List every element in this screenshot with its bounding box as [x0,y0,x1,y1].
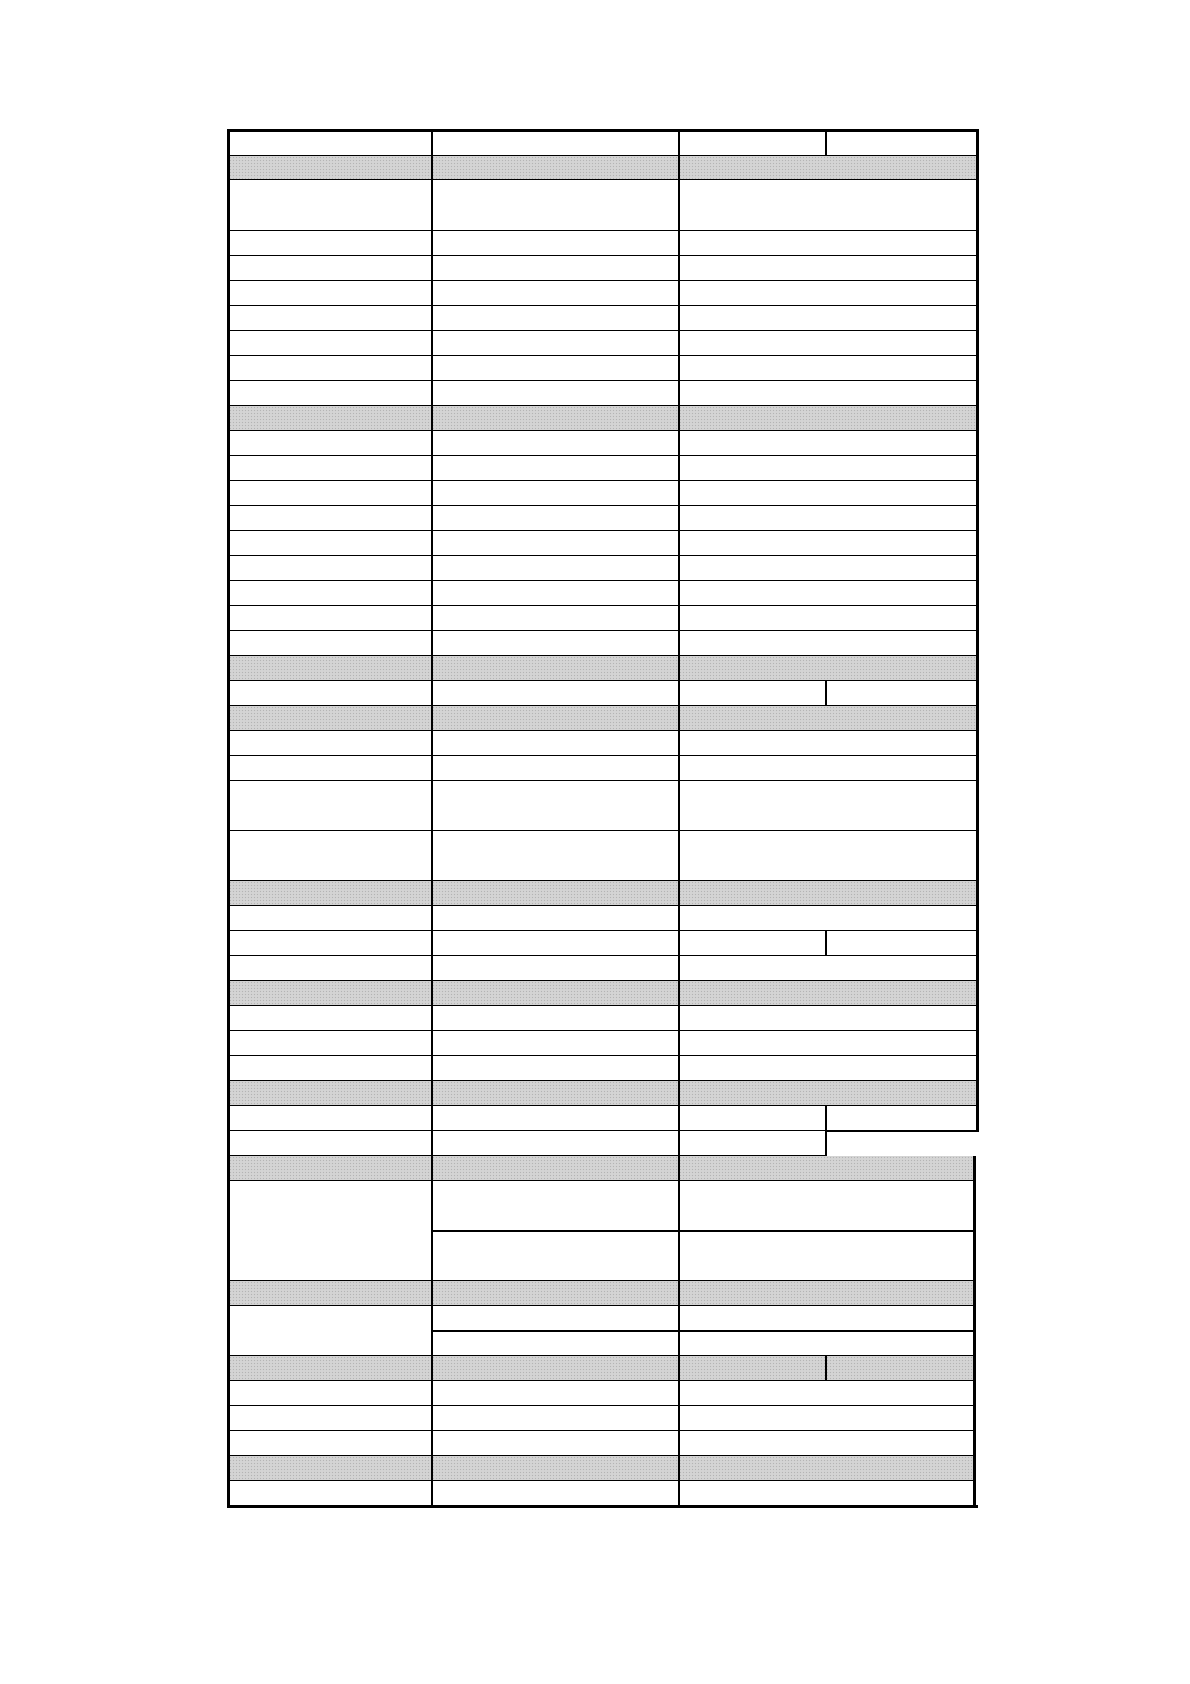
table-cell [432,1031,679,1056]
table-cell [679,881,976,906]
table-cell [229,1481,432,1506]
table-cell [432,731,679,756]
table-border-bottom [227,1505,978,1508]
table-cell [679,531,976,556]
table-cell [229,256,432,281]
column-divider [825,1356,827,1381]
table-cell [679,731,976,756]
table-cell [679,681,976,706]
table-cell [432,1356,679,1381]
table-cell [679,956,976,981]
table-cell [679,431,976,456]
table-cell [229,556,432,581]
table-cell [679,456,976,481]
table-cell [432,231,679,256]
table-cell [432,756,679,781]
table-cell [229,231,432,256]
column-divider [825,1106,827,1131]
table-cell [679,1131,826,1156]
table-cell [679,256,976,281]
table-cell [679,1056,976,1081]
table-cell [432,1131,679,1156]
column-divider [431,130,433,1506]
table-cell [679,1006,976,1031]
table-cell [679,1456,976,1481]
table-cell [679,356,976,381]
table-border-right-lower [973,1156,976,1508]
table-cell [229,1431,432,1456]
column-divider [825,681,827,706]
table-cell [432,481,679,506]
table-cell [229,1056,432,1081]
column-divider [825,130,827,156]
table-cell [432,1281,679,1306]
table-cell [229,1106,432,1131]
table-cell [432,331,679,356]
table-cell [432,456,679,481]
table-cell [229,1281,432,1306]
table-border-left [227,129,230,1508]
table-cell [432,831,679,881]
table-cell [432,306,679,331]
table-cell [229,1181,432,1281]
table-cell [432,631,679,656]
column-divider [678,130,680,1506]
table-cell [229,1381,432,1406]
table-cell [432,381,679,406]
table-cell [229,581,432,606]
table-cell [679,1406,976,1431]
table-cell [432,1081,679,1106]
table-cell [679,231,976,256]
table-cell [679,831,976,881]
table-cell [679,981,976,1006]
table-cell [229,656,432,681]
table-cell [432,1106,679,1131]
table-cell [432,431,679,456]
table-cell [229,331,432,356]
table-cell [229,456,432,481]
row-divider [432,1330,976,1332]
table-cell [679,581,976,606]
table-cell [679,406,976,431]
table-cell [679,706,976,731]
table-cell [229,631,432,656]
table-cell [229,1131,432,1156]
table-cell [229,531,432,556]
table-cell [679,381,976,406]
table-cell [679,656,976,681]
table-cell [432,356,679,381]
table-cell [229,1306,432,1356]
table-cell [229,731,432,756]
table-cell [229,1006,432,1031]
table-cell [432,931,679,956]
table-cell [229,431,432,456]
table-cell [432,681,679,706]
table-cell [229,1081,432,1106]
table-cell [229,931,432,956]
table-cell [229,130,432,156]
table-cell [229,481,432,506]
table-cell [432,281,679,306]
table-cell [432,1156,679,1181]
table-cell [432,156,679,180]
table-cell [229,1406,432,1431]
table-cell [679,1356,976,1381]
column-divider [825,931,827,956]
table-cell [432,406,679,431]
table-cell [432,1056,679,1081]
table-cell [679,1081,976,1106]
table-cell [432,781,679,831]
table-cell [679,281,976,306]
table-cell [229,606,432,631]
table-cell [679,1281,976,1306]
table-cell [229,881,432,906]
table-cell [432,881,679,906]
table-cell [229,406,432,431]
table-cell [679,631,976,656]
table-cell [229,281,432,306]
table-cell [432,556,679,581]
table-cell [432,256,679,281]
table-cell [679,506,976,531]
table-cell [679,306,976,331]
table-cell [679,156,976,180]
table-cell [679,556,976,581]
table-cell [679,1156,976,1181]
table-border-top [227,129,978,132]
table-cell [432,1406,679,1431]
table-cell [229,831,432,881]
table-cell [679,906,976,931]
table-cell [432,906,679,931]
table-cell [432,506,679,531]
column-divider [825,1131,827,1156]
table-cell [432,180,679,231]
table-cell [229,306,432,331]
table-cell [432,581,679,606]
table-cell [432,1006,679,1031]
table-cell [229,781,432,831]
table-cell [229,156,432,180]
table-cell [432,956,679,981]
table-cell [679,781,976,831]
table-border-right-upper [976,129,979,1132]
table-cell [679,1031,976,1056]
table-cell [432,606,679,631]
table-cell [679,331,976,356]
table-cell [229,1356,432,1381]
table-cell [679,1381,976,1406]
table-cell [432,1456,679,1481]
table-cell [432,1481,679,1506]
table-cell [679,1431,976,1456]
table-cell [679,606,976,631]
table-cell [432,1431,679,1456]
table-cell [229,1156,432,1181]
table-cell [679,130,976,156]
table-cell [679,931,976,956]
table-cell [229,1031,432,1056]
table-cell [229,356,432,381]
table-cell [229,506,432,531]
table-cell [679,1106,976,1131]
table-cell [229,981,432,1006]
table-cell [432,130,679,156]
table-cell [229,756,432,781]
table-cell [229,1456,432,1481]
table-cell [432,531,679,556]
table-cell [679,481,976,506]
row-divider [432,1230,976,1232]
table-cell [432,656,679,681]
table-cell [679,756,976,781]
table-cell [432,1381,679,1406]
table-cell [229,681,432,706]
table-cell [432,706,679,731]
table-cell [229,906,432,931]
table-cell [432,981,679,1006]
table-cell [229,381,432,406]
table-cell [679,1481,976,1506]
table-cell [229,956,432,981]
table-cell [229,706,432,731]
table-cell [679,180,976,231]
table-cell [229,180,432,231]
